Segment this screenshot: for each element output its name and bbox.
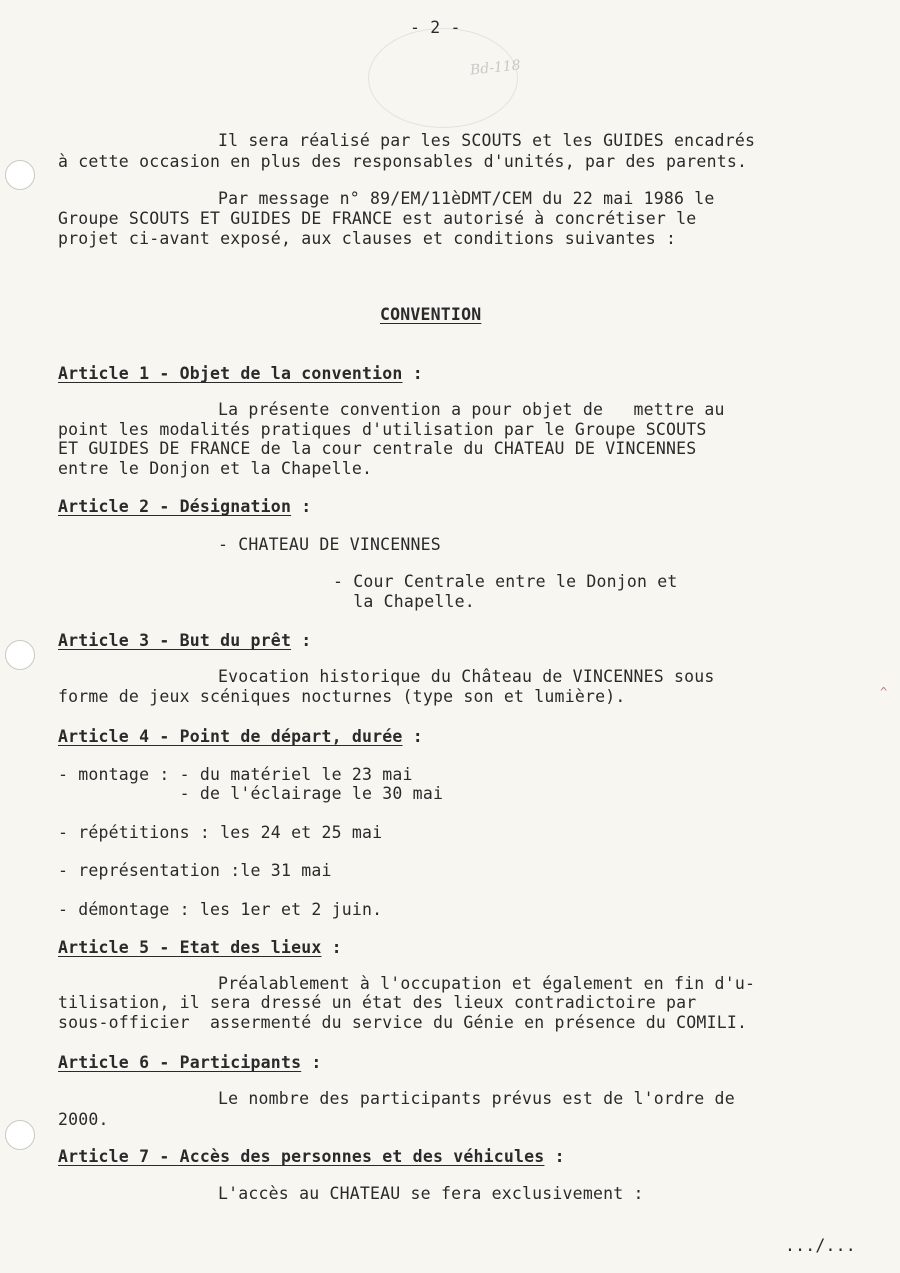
article-5-line-2: tilisation, il sera dressé un état des lieux contradictoire par [58, 993, 697, 1012]
article-1-title: Article 1 - Objet de la convention [58, 364, 403, 383]
article-7-heading [58, 1147, 565, 1167]
article-4-representation: - représentation :le 31 mai [58, 861, 332, 880]
article-2-item-2-line-2: la Chapelle. [333, 592, 475, 611]
article-3-title: Article 3 - But du prêt [58, 631, 292, 650]
stamp-text: Bd-118 [469, 57, 522, 79]
article-3-line-2: forme de jeux scéniques nocturnes (type son et lumière). [58, 687, 626, 706]
article-3-line-1: Evocation historique du Château de VINCENNES sous [218, 667, 715, 686]
article-2-heading [58, 497, 311, 517]
article-4-heading [58, 727, 423, 747]
article-5-line-3: sous-officier assermenté du service du Génie en présence du COMILI. [58, 1013, 748, 1032]
article-6-heading [58, 1053, 322, 1073]
article-5-title: Article 5 - Etat des lieux [58, 938, 322, 957]
article-6-title: Article 6 - Participants [58, 1053, 302, 1072]
article-7-colon: : [544, 1147, 565, 1166]
article-2-colon: : [291, 497, 312, 516]
article-7-line-1: L'accès au CHATEAU se fera exclusivement : [218, 1184, 644, 1203]
punch-hole [5, 160, 35, 190]
article-1-colon: : [402, 364, 423, 383]
article-5-line-1: Préalablement à l'occupation et également en fin d'u- [218, 974, 756, 993]
intro-p2-line-1: Par message n° 89/EM/11èDMT/CEM du 22 mai 1986 le [218, 189, 715, 208]
article-6-line-2: 2000. [58, 1110, 109, 1129]
article-4-montage-1: - montage : - du matériel le 23 mai [58, 765, 413, 784]
article-4-demontage: - démontage : les 1er et 2 juin. [58, 900, 383, 919]
article-2-item-1: - CHATEAU DE VINCENNES [218, 535, 441, 554]
article-4-title: Article 4 - Point de départ, durée [58, 727, 403, 746]
article-2-title: Article 2 - Désignation [58, 497, 292, 516]
article-5-heading [58, 938, 342, 958]
punch-hole [5, 640, 35, 670]
article-1-line-2: point les modalités pratiques d'utilisation par le Groupe SCOUTS [58, 420, 707, 439]
article-3-heading [58, 631, 311, 651]
article-3-colon: : [291, 631, 312, 650]
intro-p2-line-3: projet ci-avant exposé, aux clauses et conditions suivantes : [58, 229, 677, 248]
intro-p1-line-2: à cette occasion en plus des responsables d'unités, par des parents. [58, 152, 748, 171]
page-number: - 2 - [410, 18, 461, 37]
article-6-colon: : [301, 1053, 322, 1072]
stamp-circle [368, 28, 518, 128]
article-4-colon: : [402, 727, 423, 746]
article-2-item-2-line-1: - Cour Centrale entre le Donjon et [333, 572, 678, 591]
article-6-line-1: Le nombre des participants prévus est de l'ordre de [218, 1089, 735, 1108]
intro-p1-line-1: Il sera réalisé par les SCOUTS et les GUIDES encadrés [218, 131, 756, 150]
article-4-montage-2: - de l'éclairage le 30 mai [58, 784, 444, 803]
intro-p2-line-2: Groupe SCOUTS ET GUIDES DE FRANCE est autorisé à concrétiser le [58, 209, 697, 228]
convention-title: CONVENTION [380, 305, 482, 324]
article-1-line-4: entre le Donjon et la Chapelle. [58, 459, 373, 478]
article-1-line-1: La présente convention a pour objet de mettre au [218, 400, 725, 419]
punch-hole [5, 1120, 35, 1150]
article-5-colon: : [321, 938, 342, 957]
article-1-line-3: ET GUIDES DE FRANCE de la cour centrale du CHATEAU DE VINCENNES [58, 439, 697, 458]
margin-mark: ^ [880, 685, 888, 699]
article-4-repetitions: - répétitions : les 24 et 25 mai [58, 823, 383, 842]
continuation-marker: .../... [785, 1236, 856, 1255]
article-1-heading [58, 364, 423, 384]
article-7-title: Article 7 - Accès des personnes et des véhicules [58, 1147, 545, 1166]
